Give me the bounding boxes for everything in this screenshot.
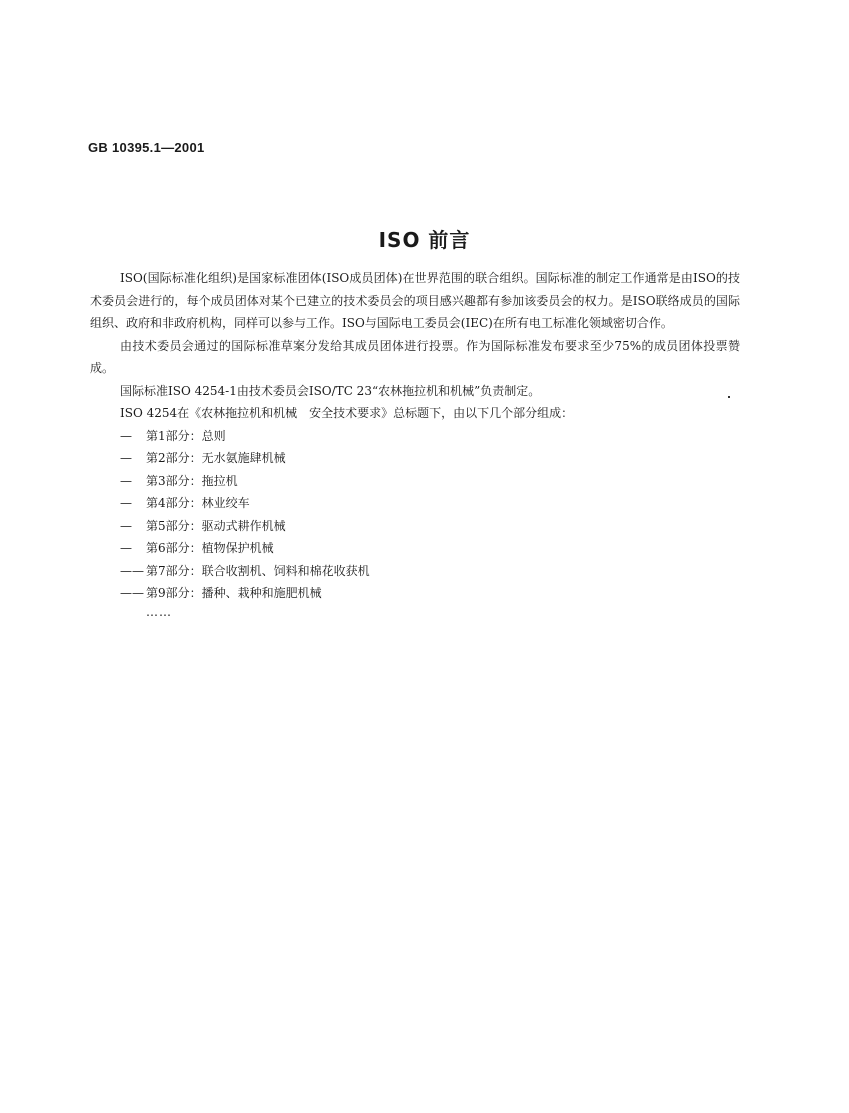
list-dash: — bbox=[120, 473, 132, 488]
list-dash: — bbox=[120, 428, 132, 443]
list-item bbox=[90, 537, 740, 560]
list-item bbox=[90, 492, 740, 515]
scan-speck bbox=[728, 396, 730, 398]
list-item-text: 第7部分：联合收割机、饲料和棉花收获机 bbox=[146, 563, 370, 578]
list-item-text: 第9部分：播种、栽种和施肥机械 bbox=[146, 586, 322, 600]
paragraph-responsibility: 国际标准ISO 4254-1由技术委员会ISO/TC 23“农林拖拉机和机械”负责制定。 bbox=[120, 383, 541, 398]
continuation-ellipsis: …… bbox=[146, 604, 172, 619]
paragraph-iso-intro: ISO(国际标准化组织)是国家标准团体(ISO成员团体)在世界范围的联合组织。国际标准的制定工作通常是由ISO的技术委员会进行的，每个成员团体对某个已建立的技术委员会的项目感兴趣都有参加该委员会的权力。是ISO联络成员的国际组织、政府和非政府机构，同样可以参与工作。ISO与国际电工委员会(IEC)在所有电工标准化领域密切合作。 bbox=[90, 271, 740, 330]
paragraph-voting: 由技术委员会通过的国际标准草案分发给其成员团体进行投票。作为国际标准发布要求至少75%的成员团体投票赞成。 bbox=[90, 338, 740, 375]
list-dash: — bbox=[120, 451, 132, 465]
list-dash: — bbox=[120, 496, 132, 510]
list-item bbox=[90, 515, 740, 538]
list-dash: —— bbox=[120, 586, 144, 600]
list-item bbox=[90, 582, 740, 605]
list-dash: — bbox=[120, 541, 132, 555]
parts-list bbox=[90, 425, 740, 605]
paragraph-parts-intro: ISO 4254在《农林拖拉机和机械 安全技术要求》总标题下，由以下几个部分组成： bbox=[120, 406, 574, 420]
list-item bbox=[90, 560, 740, 583]
list-item bbox=[90, 425, 740, 448]
list-item-text: 第5部分：驱动式耕作机械 bbox=[146, 518, 286, 533]
list-item-text: 第4部分：林业绞车 bbox=[146, 496, 250, 510]
foreword-body bbox=[90, 267, 740, 619]
standard-code: GB 10395.1—2001 bbox=[88, 140, 205, 155]
list-dash: — bbox=[120, 518, 132, 533]
list-item-text: 第6部分：植物保护机械 bbox=[146, 541, 274, 555]
list-item bbox=[90, 470, 740, 493]
list-item bbox=[90, 447, 740, 470]
page-title: ISO 前言 bbox=[378, 228, 471, 252]
list-item-text: 第3部分：拖拉机 bbox=[146, 473, 238, 488]
list-item-text: 第2部分：无水氨施肆机械 bbox=[146, 451, 286, 465]
list-item-text: 第1部分：总则 bbox=[146, 428, 226, 443]
list-dash: —— bbox=[120, 563, 144, 578]
